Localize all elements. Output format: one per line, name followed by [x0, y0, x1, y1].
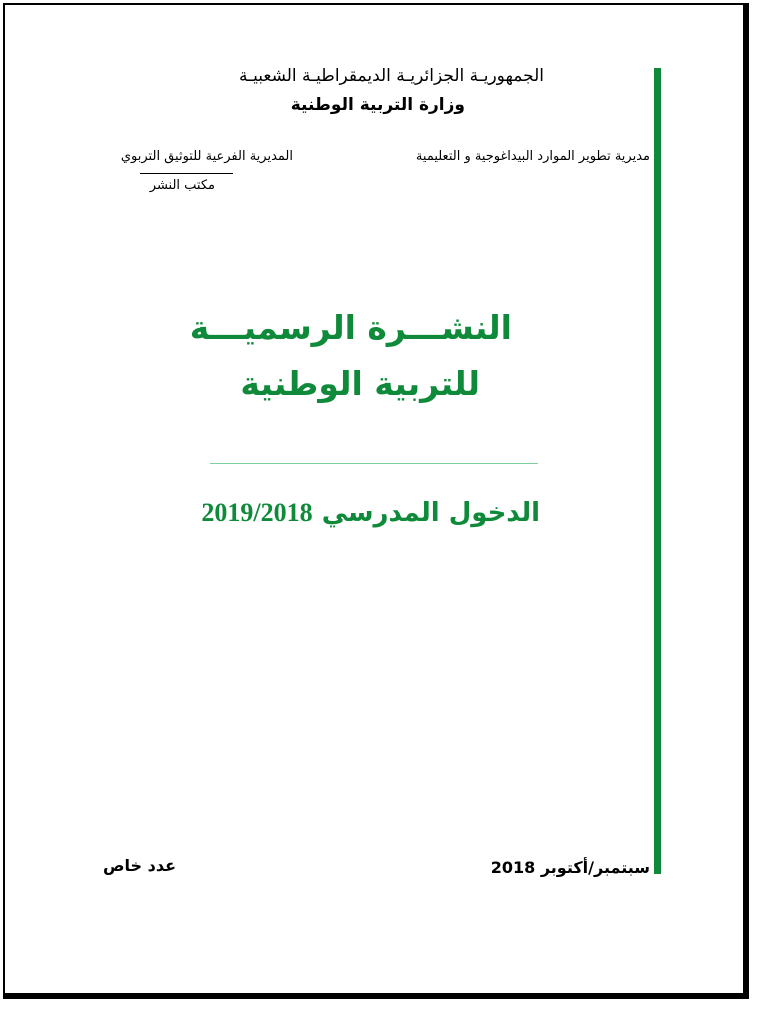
- republic-name: الجمهوريـة الجزائريـة الديمقراطيـة الشعبيـة: [239, 66, 544, 86]
- subdirectorate-name: المديرية الفرعية للتوثيق التربوي: [120, 149, 293, 164]
- ministry-name: وزارة التربية الوطنية: [290, 95, 465, 115]
- school-year-label: الدخول المدرسي: [321, 498, 540, 528]
- school-year-heading: [201, 498, 540, 528]
- green-vertical-bar: [654, 68, 661, 874]
- office-name: مكتب النشر: [149, 178, 215, 193]
- special-issue-label: عدد خاص: [102, 856, 176, 875]
- title-divider: [210, 463, 538, 464]
- title-line-2: للتربية الوطنية: [240, 364, 480, 403]
- directorate-name: مديرية تطوير الموارد البيداغوجية و التعليمية: [415, 149, 650, 164]
- publication-date: سبتمبر/أكتوبر 2018: [490, 858, 650, 877]
- title-line-1: النشـــرة الرسميـــة: [189, 308, 512, 347]
- school-year-value: 2019/2018: [201, 498, 313, 527]
- subdirectorate-underline: [140, 173, 233, 174]
